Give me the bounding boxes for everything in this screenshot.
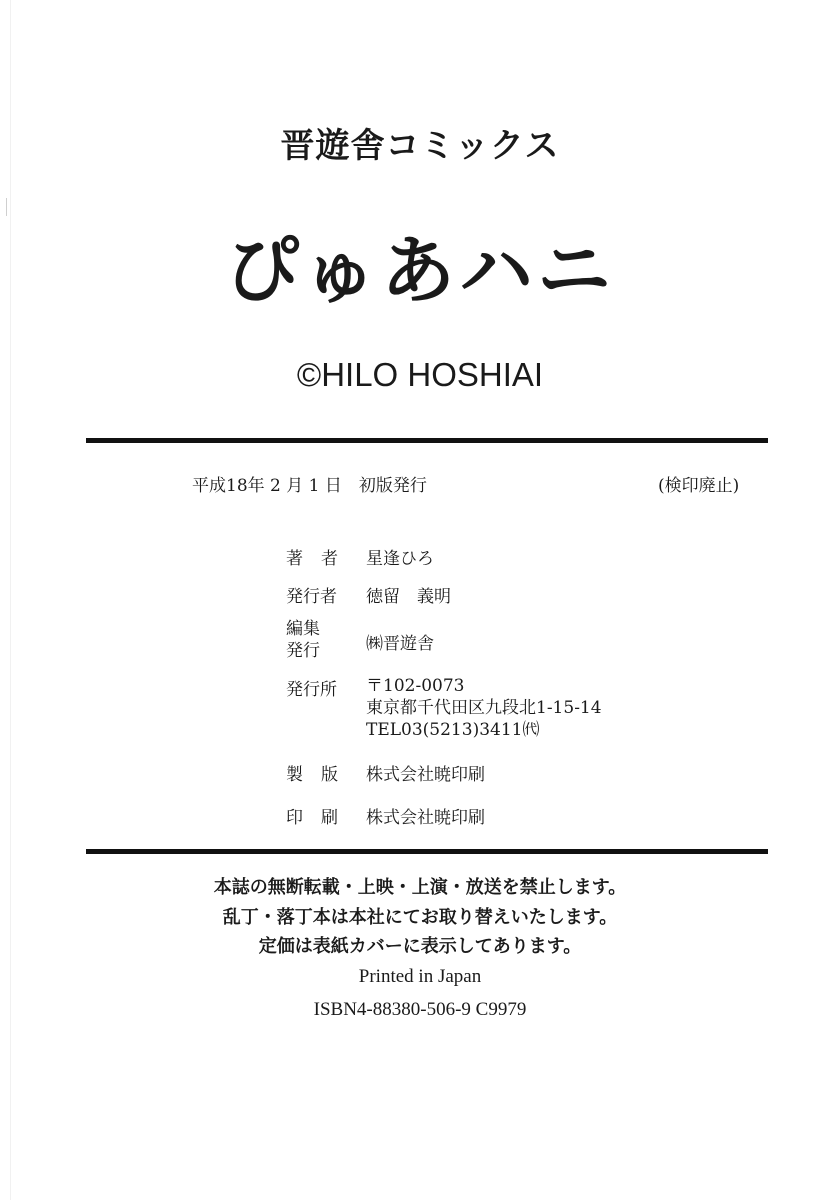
postal-code: 〒102-0073 bbox=[366, 676, 465, 696]
credit-label: 発行所 bbox=[286, 680, 337, 700]
notice-line: 乱丁・落丁本は本社にてお取り替えいたします。 bbox=[222, 907, 618, 928]
credit-label bbox=[286, 618, 356, 662]
credit-label: 発行者 bbox=[286, 587, 337, 607]
copyright-line: ©HILO HOSHIAI bbox=[296, 356, 544, 393]
book-title: ぴゅあハニ bbox=[225, 228, 615, 314]
credit-label-line: 編集 bbox=[286, 619, 320, 639]
stamp-abolished-note: (検印廃止) bbox=[658, 476, 740, 496]
credit-value: 星逢ひろ bbox=[366, 549, 434, 569]
series-name: 晋遊舎コミックス bbox=[280, 126, 560, 166]
credit-value: ㈱晋遊舎 bbox=[366, 634, 434, 654]
address: 東京都千代田区九段北1-15-14 bbox=[366, 698, 602, 718]
isbn: ISBN4-88380-506-9 C9979 bbox=[313, 999, 527, 1020]
credit-value: 株式会社暁印刷 bbox=[366, 808, 485, 828]
credit-value: 株式会社暁印刷 bbox=[366, 765, 485, 785]
edition-date: 平成18年 2 月 1 日 初版発行 bbox=[192, 476, 427, 496]
notice-line: 定価は表紙カバーに表示してあります。 bbox=[258, 936, 582, 957]
notice-line: 本誌の無断転載・上映・上演・放送を禁止します。 bbox=[213, 877, 627, 898]
credit-label: 印刷 bbox=[286, 808, 356, 828]
printed-in: Printed in Japan bbox=[358, 966, 482, 987]
divider-bottom bbox=[86, 849, 768, 854]
credit-value bbox=[366, 675, 602, 741]
credit-label-line: 発行 bbox=[286, 641, 320, 661]
credit-value: 徳留 義明 bbox=[366, 587, 451, 607]
credit-label: 製版 bbox=[286, 765, 356, 785]
telephone: TEL03(5213)3411㈹ bbox=[366, 720, 540, 740]
divider-top bbox=[86, 438, 768, 443]
credit-label: 著者 bbox=[286, 549, 356, 569]
